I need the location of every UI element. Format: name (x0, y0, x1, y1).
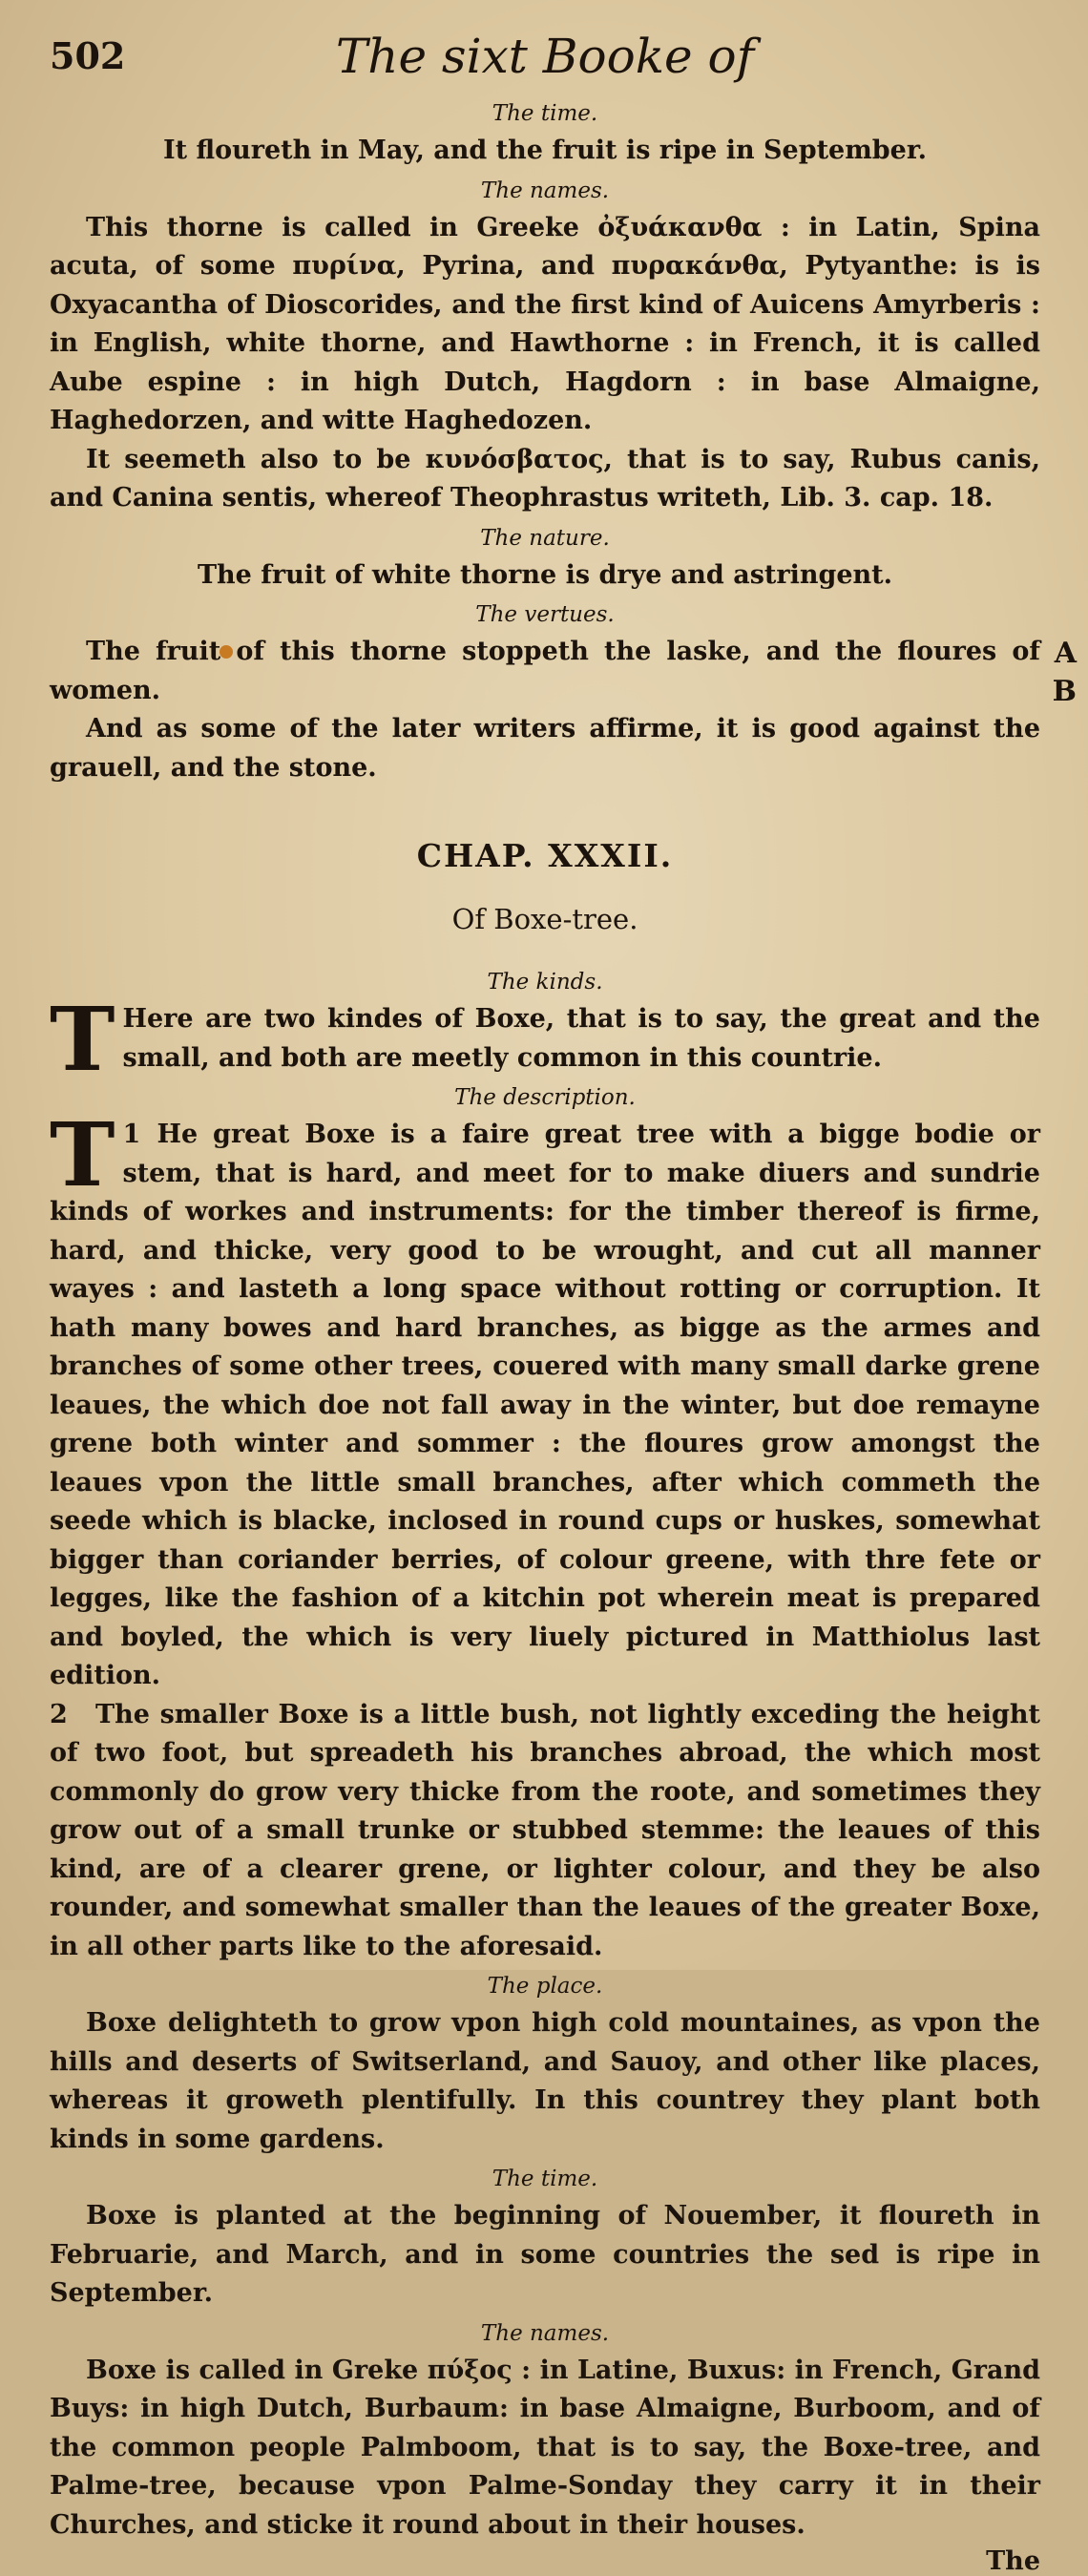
description-text-1: He great Boxe is a faire great tree with a bigge bodie or stem, that is hard, and meet for to make diuers and sundrie kinds of workes and instruments: for the timber thereof is firme, hard, and thicke, very good to be wrought, and cut all manner wayes : and lasteth a long space without rotting or corruption. It hath many bowes and hard branches, as bigge as the armes and branches of some other trees, couered with many small darke grene leaues, the which doe not fall away in the winter, but doe remayne grene both winter and sommer : the floures grow amongst the leaues vpon the little small branches, after which commeth the seede which is blacke, inclosed in round cups or huskes, somewhat bigger than coriander berries, of colour greene, with thre fete or legges, like the fashion of a kitchin pot wherein meat is prepared and boyled, the which is very liuely pictured in Matthiolus last edition. (50, 1120, 1040, 1690)
place-text: Boxe delighteth to grow vpon high cold mountaines, as vpon the hills and deserts of Switserland, and Sauoy, and other like places, whereas it groweth plentifully. In this countrey they plant both kinds in some gardens. (50, 2008, 1040, 2154)
margin-note-b: B (1052, 675, 1077, 708)
vertues-paragraph-1: The fruit of this thorne stoppeth the laske, and the floures of women. (50, 637, 1040, 705)
paragraph-number-2: 2 (50, 1699, 68, 1729)
names-paragraph-1: This thorne is called in Greeke ὀξυάκανθα : in Latin, Spina acuta, of some πυρίνα, Pyrina, and πυρακάνθα, Pytyanthe: is is Oxyacantha of Dioscorides, and the first kind of Auicens Amyrberis : in English, white thorne, and Hawthorne : in French, it is called Aube espine : in high Dutch, Hagdorn : in base Almaigne, Haghedorzen, and witte Haghedozen. (50, 212, 1040, 435)
heading-names-2: The names. (480, 2320, 610, 2346)
heading-time-2: The time. (492, 2167, 598, 2191)
time-text-2: Boxe is planted at the beginning of Nouember, it floureth in Februarie, and March, and in some countries the sed is ripe in September. (50, 2201, 1040, 2308)
description-paragraph-1 (50, 1103, 1040, 1696)
heading-vertues: The vertues. (475, 602, 615, 627)
description-text-2: The smaller Boxe is a little bush, not lightly exceding the height of two foot, but spreadeth his branches abroad, the which most commonly do grow very thicke from the roote, and sometimes they grow out of a small trunke or stubbed stemme: the leaues of this kind, are of a clearer grene, or lighter colour, and they be also rounder, and somewhat smaller than the leaues of the greater Boxe, in all other parts like to the aforesaid. (50, 1699, 1040, 1961)
nature-text: The fruit of white thorne is drye and astringent. (197, 559, 893, 590)
heading-place: The place. (487, 1974, 603, 1999)
heading-description: The description. (454, 1085, 636, 1110)
vertues-paragraph-2: And as some of the later writers affirme, it is good against the grauell, and the stone. (50, 714, 1040, 783)
page-header (50, 27, 1040, 94)
kinds-text: Here are two kindes of Boxe, that is to say, the great and the small, and both are meetly common in this countrie. (122, 1004, 1040, 1073)
dropcap-kinds: T (50, 988, 115, 1091)
kinds-paragraph (50, 988, 1040, 1091)
heading-nature: The nature. (480, 525, 610, 551)
chapter-subtitle: Of Boxe-tree. (451, 903, 638, 935)
page-number: 502 (50, 34, 126, 77)
time-text: It floureth in May, and the fruit is ripe in September. (163, 136, 927, 165)
margin-note-a: A (1054, 637, 1077, 670)
running-title: The sixt Booke of (335, 29, 755, 84)
paragraph-number-1: 1 (122, 1120, 141, 1149)
names-paragraph-2: It seemeth also to be κυνόσβατος, that is to say, Rubus canis, and Canina sentis, whereof Theophrastus writeth, Lib. 3. cap. 18. (50, 444, 1040, 513)
names-text-2: Boxe is called in Greke πύξος : in Latine, Buxus: in French, Grand Buys: in high Dutch, Burbaum: in base Almaigne, Burboom, and of the common people Palmboom, that is to say, the Boxe-tree, and Palme-tree, because vpon Palme-Sonday they carry it in their Churches, and sticke it round about in their houses. (50, 2355, 1040, 2540)
dropcap-description: T (50, 1103, 115, 1206)
catchword: The (986, 2546, 1040, 2576)
heading-kinds: The kinds. (487, 970, 603, 995)
description-paragraph-2 (50, 1696, 1040, 1967)
heading-names: The names. (480, 178, 610, 203)
heading-time: The time. (492, 101, 598, 126)
vertues-block (50, 633, 1077, 787)
chapter-title: CHAP. XXXII. (416, 837, 674, 874)
